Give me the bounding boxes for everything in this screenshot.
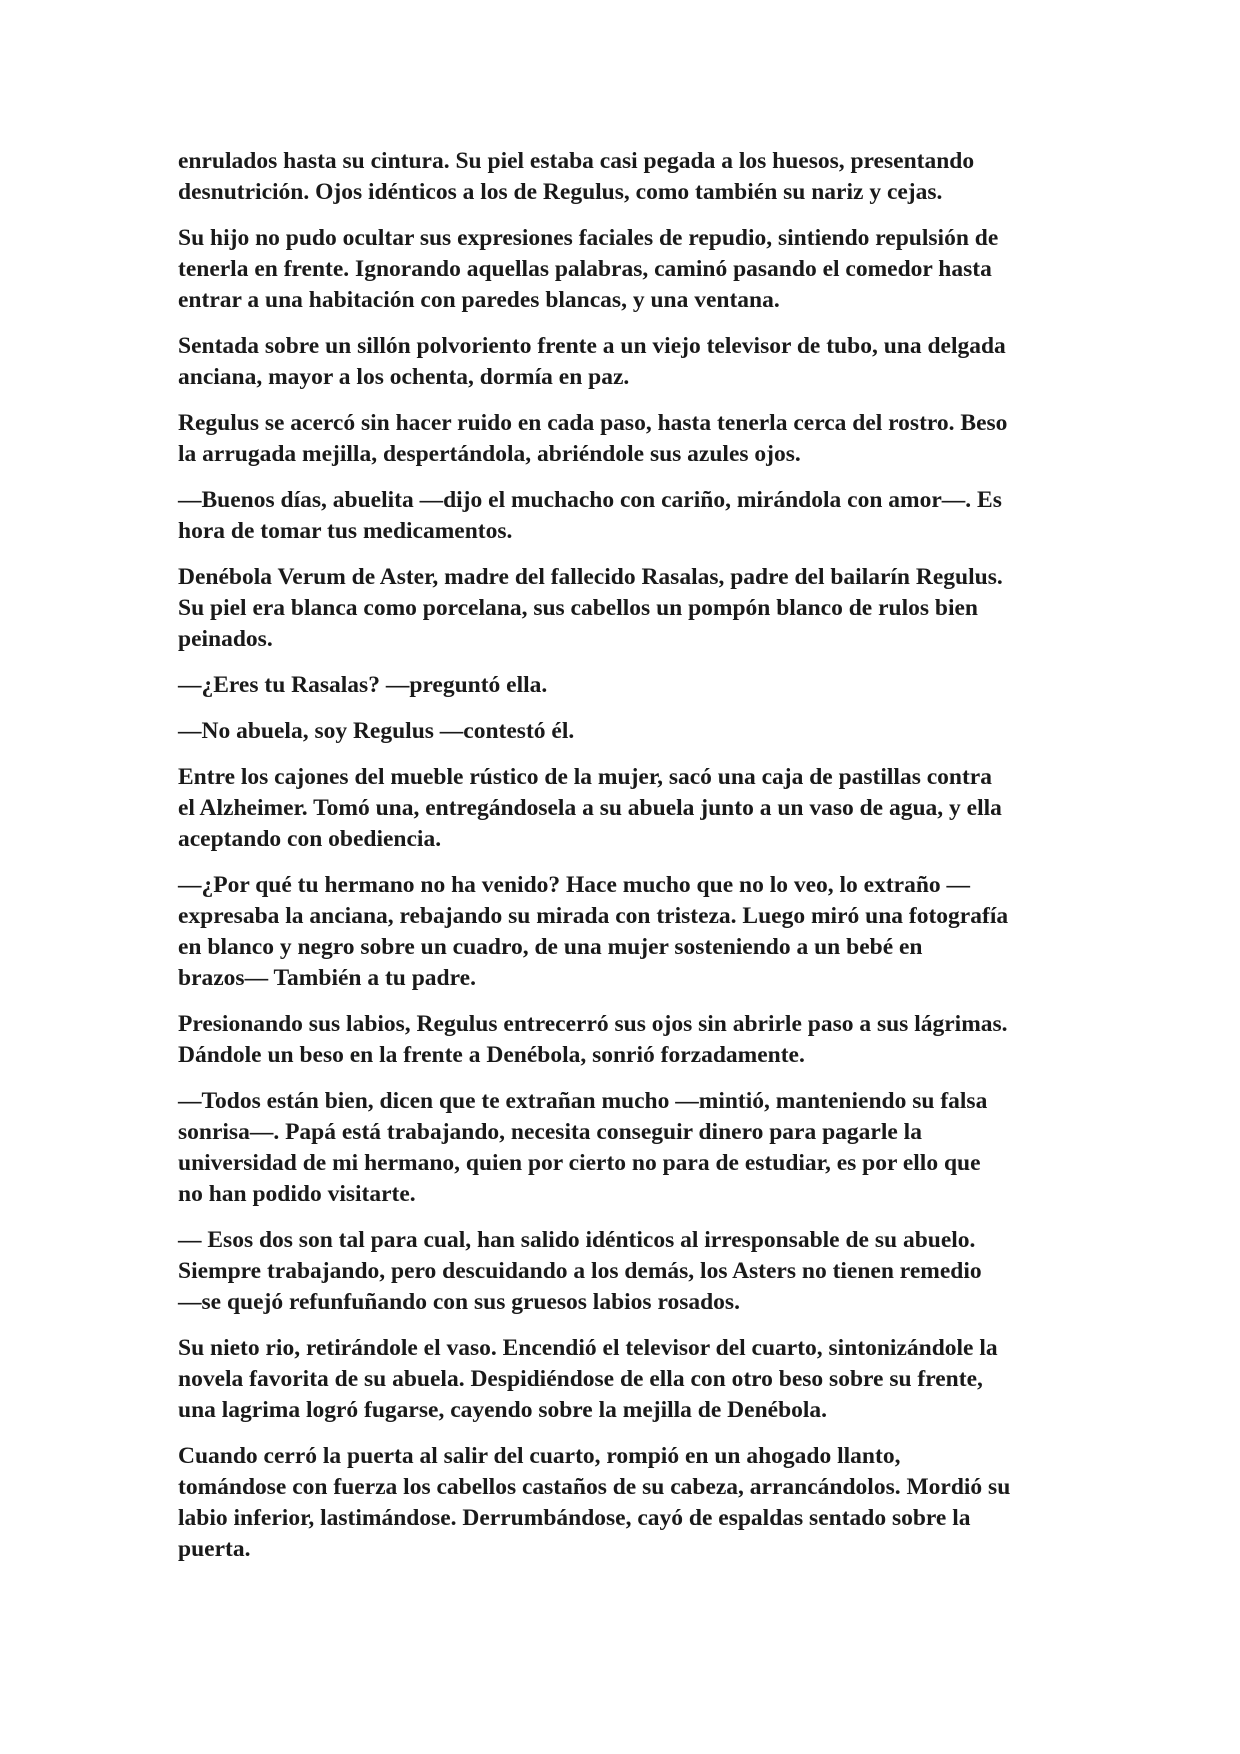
paragraph: Cuando cerró la puerta al salir del cuarto, rompió en un ahogado llanto, tomándose con fuerza los cabellos castaños de su cabeza, arrancándolos. Mordió su labio inferior, lastimándose. Derrumbándose, cayó de espaldas sentado sobre la puerta. bbox=[178, 1443, 1011, 1562]
paragraph: Entre los cajones del mueble rústico de la mujer, sacó una caja de pastillas contra el Alzheimer. Tomó una, entregándosela a su abuela junto a un vaso de agua, y ella aceptando con obediencia. bbox=[178, 764, 1002, 852]
document-body bbox=[178, 146, 1078, 1580]
paragraph: Su hijo no pudo ocultar sus expresiones faciales de repudio, sintiendo repulsión de tenerla en frente. Ignorando aquellas palabras, caminó pasando el comedor hasta entrar a una habitación con paredes blancas, y una ventana. bbox=[178, 225, 999, 313]
paragraph: Su nieto rio, retirándole el vaso. Encendió el televisor del cuarto, sintonizándole la novela favorita de su abuela. Despidiéndose de ella con otro beso sobre su frente, una lagrima logró fugarse, cayendo sobre la mejilla de Denébola. bbox=[178, 1335, 998, 1423]
paragraph: — Esos dos son tal para cual, han salido idénticos al irresponsable de su abuelo. Siempre trabajando, pero descuidando a los demás, los Asters no tienen remedio —se quejó refunfuñando con sus gruesos labios rosados. bbox=[178, 1227, 982, 1315]
paragraph: —¿Por qué tu hermano no ha venido? Hace mucho que no lo veo, lo extraño — expresaba la anciana, rebajando su mirada con tristeza. Luego miró una fotografía en blanco y negro sobre un cuadro, de una mujer sosteniendo a un bebé en brazos— También a tu padre. bbox=[178, 872, 1009, 991]
paragraph: Presionando sus labios, Regulus entrecerró sus ojos sin abrirle paso a sus lágrimas. Dándole un beso en la frente a Denébola, sonrió forzadamente. bbox=[178, 1011, 1008, 1068]
paragraph: —Buenos días, abuelita —dijo el muchacho con cariño, mirándola con amor—. Es hora de tomar tus medicamentos. bbox=[178, 487, 1002, 544]
paragraph: Sentada sobre un sillón polvoriento frente a un viejo televisor de tubo, una delgada anciana, mayor a los ochenta, dormía en paz. bbox=[178, 333, 1006, 390]
paragraph: enrulados hasta su cintura. Su piel estaba casi pegada a los huesos, presentando desnutrición. Ojos idénticos a los de Regulus, como también su nariz y cejas. bbox=[178, 148, 975, 205]
paragraph: Regulus se acercó sin hacer ruido en cada paso, hasta tenerla cerca del rostro. Beso la arrugada mejilla, despertándola, abriéndole sus azules ojos. bbox=[178, 410, 1008, 467]
paragraph: —No abuela, soy Regulus —contestó él. bbox=[178, 718, 575, 744]
paragraph: Denébola Verum de Aster, madre del fallecido Rasalas, padre del bailarín Regulus. Su piel era blanca como porcelana, sus cabellos un pompón blanco de rulos bien peinados. bbox=[178, 564, 1003, 652]
paragraph: —¿Eres tu Rasalas? —preguntó ella. bbox=[178, 672, 548, 698]
paragraph: —Todos están bien, dicen que te extrañan mucho —mintió, manteniendo su falsa sonrisa—. Papá está trabajando, necesita conseguir dinero para pagarle la universidad de mi hermano, quien por cierto no para de estudiar, es por ello que no han podido visitarte. bbox=[178, 1088, 988, 1207]
